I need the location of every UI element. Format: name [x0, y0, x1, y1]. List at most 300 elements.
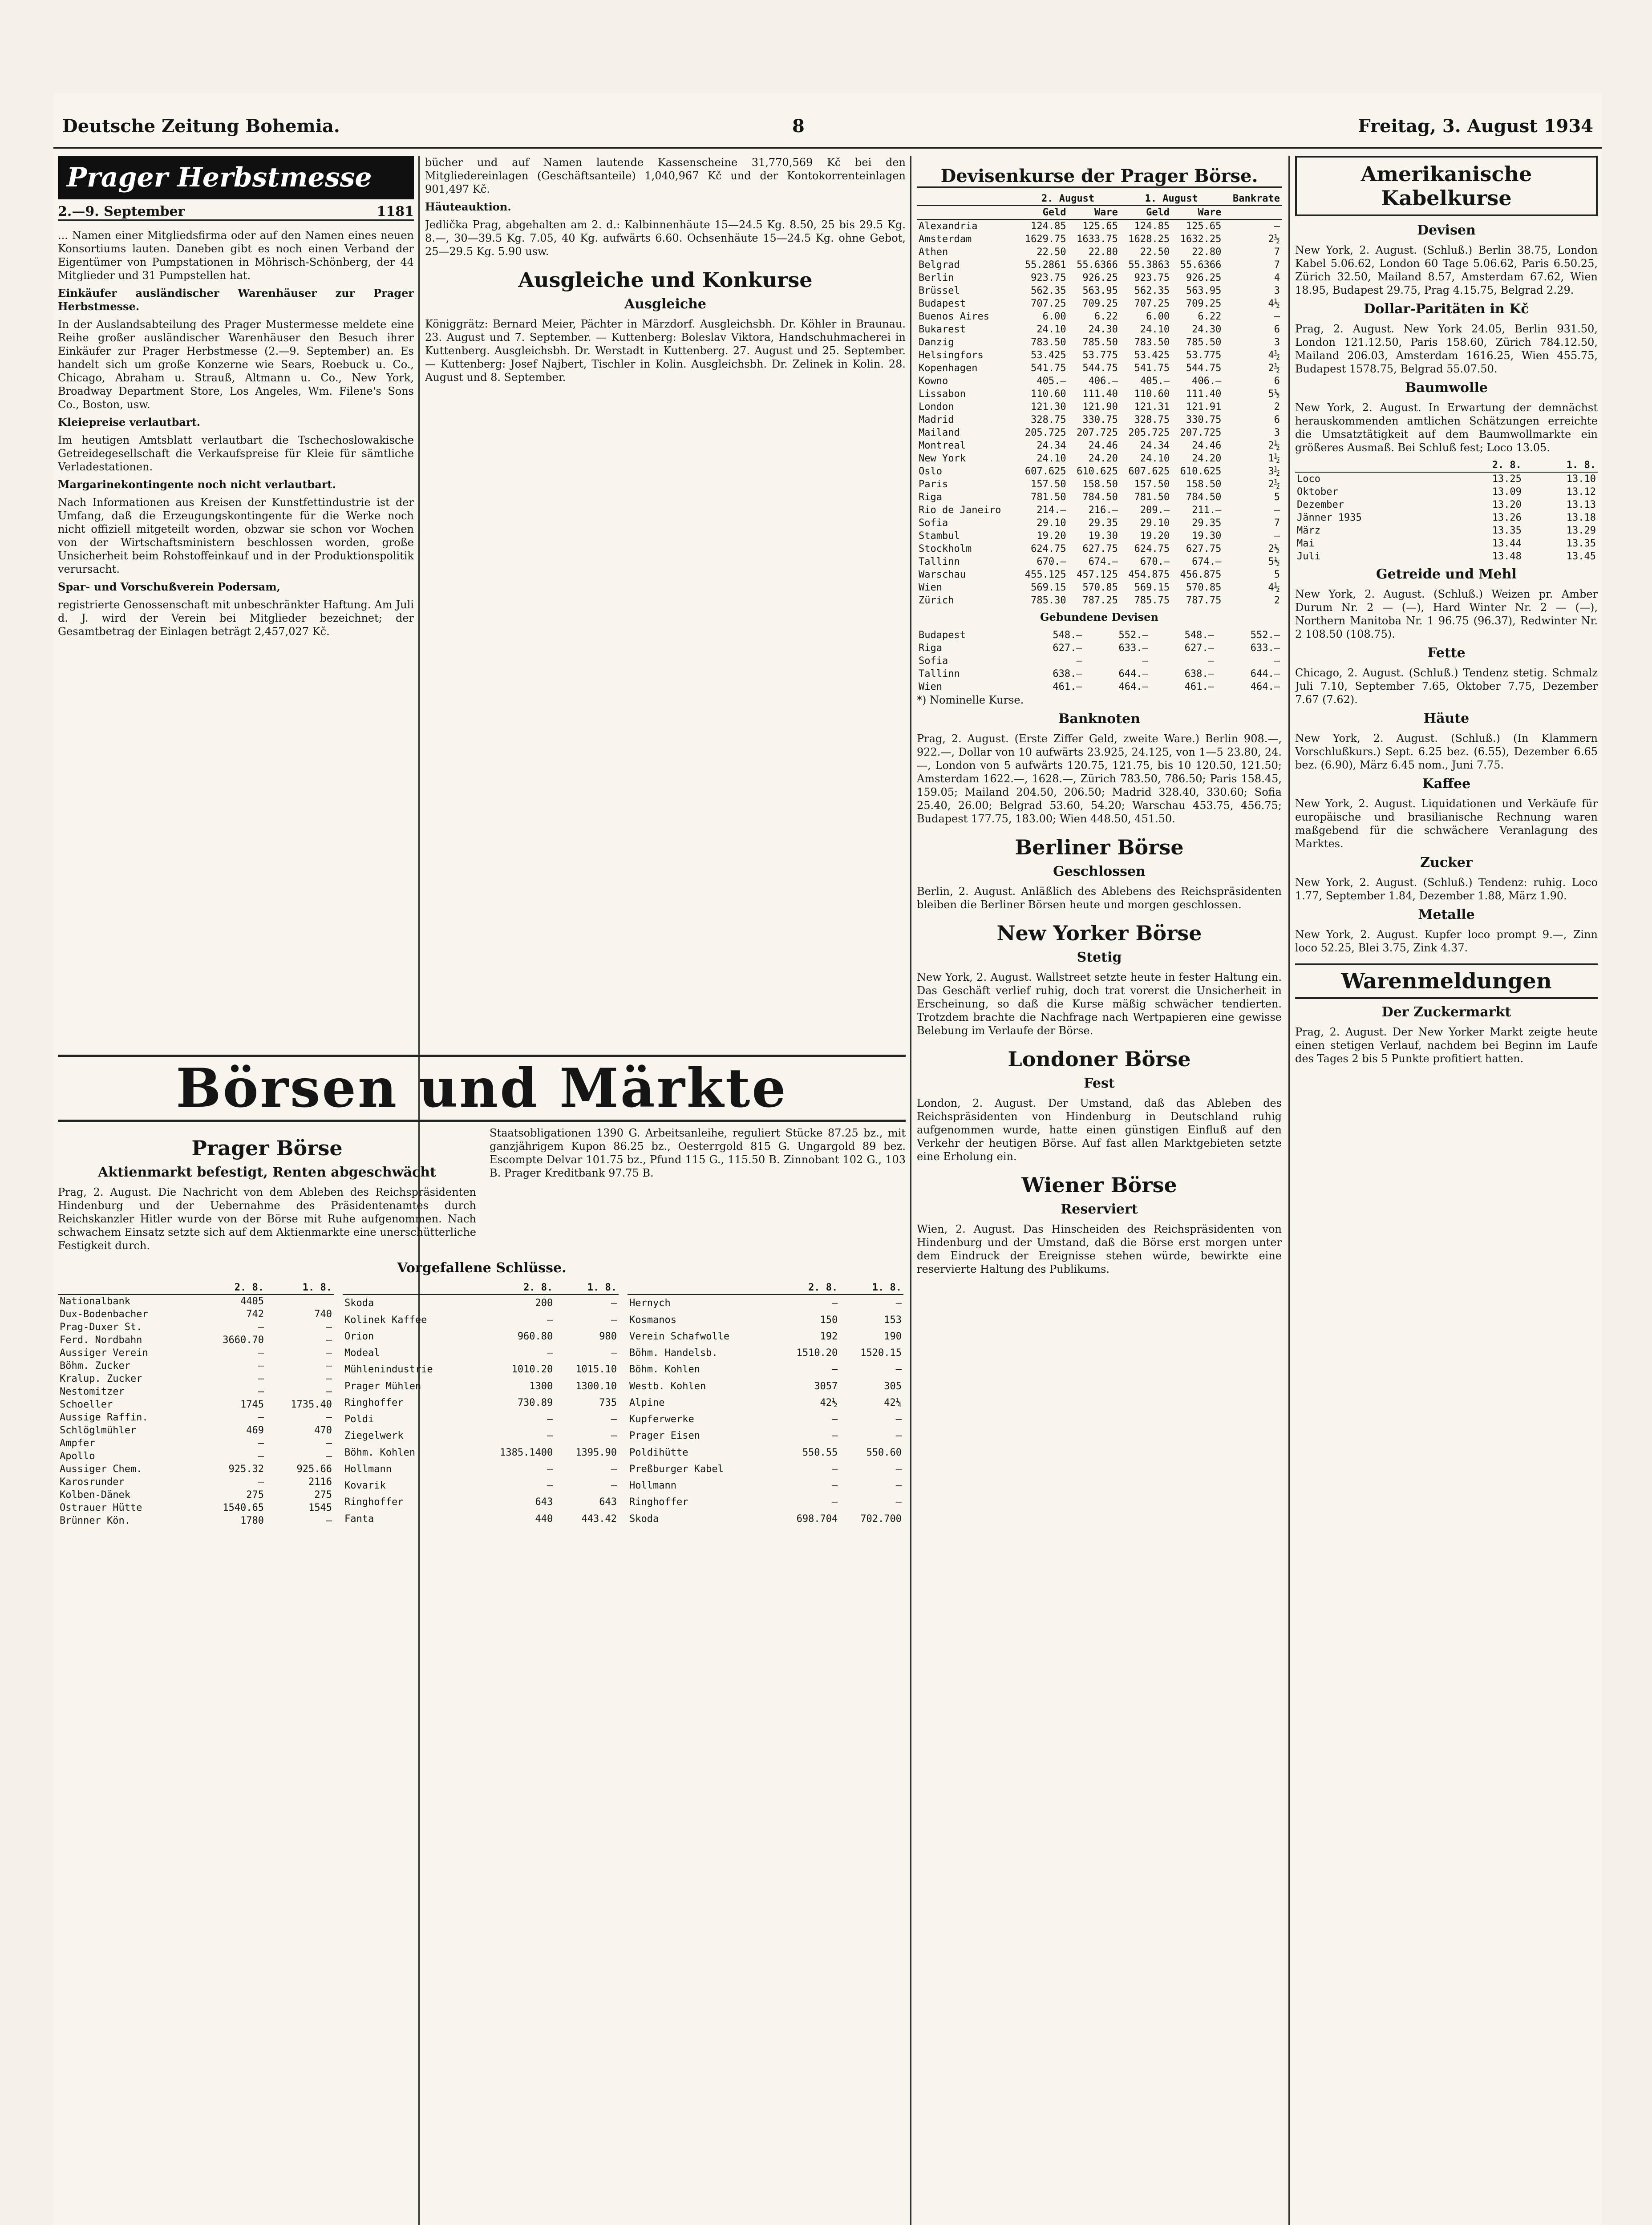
table-cell: Sofia: [919, 655, 948, 667]
article-paragraph: Prag, 2. August. Der New Yorker Markt zeigte heute einen stetigen Verlauf, nachdem bei Beginn im Laufe des Tages 2 bis 5 Punkte profitiert hatten.: [1295, 1026, 1598, 1065]
table-cell: New York: [919, 453, 966, 464]
table-cell: 19.30: [1088, 530, 1118, 542]
table-cell: —: [611, 1314, 617, 1326]
table-cell: 4: [1274, 272, 1280, 283]
table-cell: Apollo: [60, 1451, 95, 1462]
table-cell: 785.75: [1134, 595, 1170, 606]
table-cell: 205.725: [1024, 427, 1066, 438]
table-cell: Modeal: [344, 1347, 380, 1359]
berlin-exchange-subtitle: Geschlossen: [1053, 864, 1146, 879]
table-cell: 925.32: [228, 1464, 264, 1475]
table-row: [343, 1444, 619, 1461]
table-cell: 4½: [1268, 582, 1280, 593]
table-cell: 305: [884, 1380, 902, 1392]
table-cell: Mühlenindustrie: [344, 1364, 433, 1375]
table-cell: 13.12: [1566, 486, 1596, 498]
table-cell: 19.20: [1037, 530, 1066, 542]
table-cell: Ampfer: [60, 1438, 95, 1449]
table-cell: Buenos Aires: [919, 311, 989, 322]
table-cell: Madrid: [919, 414, 954, 425]
table-cell: Schoeller: [60, 1399, 113, 1410]
table-cell: Tallinn: [919, 556, 960, 567]
table-row: [58, 1501, 334, 1514]
table-row: [58, 1437, 334, 1450]
table-cell: 644.—: [1250, 668, 1280, 680]
table-cell: 205.725: [1128, 427, 1170, 438]
table-cell: —: [258, 1347, 264, 1359]
table-cell: 158.50: [1186, 479, 1222, 490]
table-cell: Nestomitzer: [60, 1386, 125, 1397]
table-cell: Aussiger Verein: [60, 1347, 148, 1359]
table-cell: 1510.20: [796, 1347, 838, 1359]
table-row: [917, 680, 1282, 693]
table-row: [58, 1424, 334, 1437]
table-header-cell: 2. 8.: [474, 1281, 555, 1295]
prague-exchange-subtitle: Aktienmarkt befestigt, Renten abgeschwächt: [98, 1165, 436, 1180]
table-cell: 211.—: [1192, 505, 1222, 516]
table-cell: Aussiger Chem.: [60, 1464, 142, 1475]
table-row: [628, 1494, 903, 1510]
table-cell: 1385.1400: [500, 1447, 553, 1458]
table-cell: 550.55: [802, 1447, 838, 1458]
article-paragraph: New York, 2. August. (Schluß.) Tendenz: ruhig. Loco 1.77, September 1.84, Dezember 1.88, März 1.90.: [1295, 876, 1598, 902]
table-cell: 570.85: [1082, 582, 1118, 593]
section-subheading: Getreide und Mehl: [1376, 566, 1517, 582]
table-cell: 24.10: [1037, 453, 1066, 464]
table-cell: 787.75: [1186, 595, 1222, 606]
table-cell: Kolben-Dänek: [60, 1489, 130, 1501]
table-cell: 562.35: [1031, 285, 1066, 296]
table-cell: Poldi: [344, 1414, 374, 1425]
cable-rates-title: Amerikanische Kabelkurse: [1295, 156, 1598, 216]
table-cell: Poldihütte: [629, 1447, 688, 1458]
table-cell: 53.425: [1134, 350, 1170, 361]
article-paragraph: Prag, 2. August. New York 24.05, Berlin 931.50, London 121.12.50, Paris 158.60, Zürich 784.12.50, Mailand 206.03, Amsterdam 1616.25, Wien 455.75, Budapest 1578.75, Belgrad 55.07.50.: [1295, 323, 1598, 375]
table-cell: Alexandria: [919, 221, 978, 232]
table-cell: 55.3863: [1128, 259, 1170, 271]
table-cell: 783.50: [1031, 337, 1066, 348]
table-cell: —: [611, 1463, 617, 1475]
table-row: [917, 517, 1282, 530]
table-cell: 1632.25: [1180, 234, 1222, 245]
table-cell: 24.20: [1192, 453, 1222, 464]
table-cell: 735: [599, 1397, 617, 1408]
table-cell: —: [547, 1463, 553, 1475]
article-heading: Häuteauktion.: [425, 200, 511, 213]
table-cell: 3½: [1268, 466, 1280, 477]
table-cell: 638.—: [1184, 668, 1214, 680]
table-cell: 55.6366: [1077, 259, 1118, 271]
table-row: [917, 581, 1282, 594]
table-row: [917, 233, 1282, 246]
table-header-row: [343, 1281, 619, 1295]
table-row: [628, 1361, 903, 1378]
table-cell: 2: [1274, 595, 1280, 606]
fx-subheader-cell: Ware: [1171, 206, 1223, 219]
table-cell: —: [1208, 655, 1214, 667]
table-row: [917, 336, 1282, 349]
table-cell: 784.50: [1082, 492, 1118, 503]
table-cell: 111.40: [1186, 388, 1222, 400]
table-cell: 13.44: [1492, 538, 1522, 549]
table-cell: 110.60: [1031, 388, 1066, 400]
prague-exchange-title: Prager Börse: [191, 1136, 343, 1160]
vienna-exchange-title: Wiener Börse: [1021, 1173, 1177, 1197]
table-cell: 464.—: [1118, 681, 1148, 692]
table-row: [917, 568, 1282, 581]
running-header: [53, 116, 1602, 149]
table-cell: Paris: [919, 479, 948, 490]
table-cell: Ringhoffer: [344, 1397, 404, 1408]
table-row: [917, 642, 1282, 655]
table-cell: 6: [1274, 414, 1280, 425]
table-cell: —: [258, 1386, 264, 1397]
table-row: [917, 655, 1282, 668]
table-cell: 42¼: [884, 1397, 902, 1408]
table-cell: 328.75: [1031, 414, 1066, 425]
table-row: [917, 271, 1282, 284]
table-cell: 644.—: [1118, 668, 1148, 680]
table-cell: 781.50: [1134, 492, 1170, 503]
table-cell: 627.—: [1053, 643, 1082, 654]
table-cell: 541.75: [1031, 363, 1066, 374]
table-row: [917, 491, 1282, 504]
table-cell: 55.6366: [1180, 259, 1222, 271]
fx-head-date-a: 2. August: [1016, 192, 1120, 206]
fair-ad-banner: Prager Herbstmesse: [58, 156, 414, 199]
table-cell: 784.50: [1186, 492, 1222, 503]
newyork-exchange-title: New Yorker Börse: [996, 921, 1202, 945]
table-row: [628, 1378, 903, 1395]
table-cell: 121.30: [1031, 401, 1066, 413]
table-row: [917, 465, 1282, 478]
table-cell: 2½: [1268, 479, 1280, 490]
table-row: [917, 400, 1282, 413]
table-cell: 707.25: [1134, 298, 1170, 309]
table-cell: —: [547, 1480, 553, 1492]
article-paragraph: In der Auslandsabteilung des Prager Mustermesse meldete eine Reihe großer ausländischer Warenhäuser den Besuch ihrer Einkäufer zur Prager Herbstmesse (2.—9. September) an. Es handelt sich um große Konzerne wie Sears, Roebuck u. Co., Chicago, Abraham u. Strauß, Altmann u. Co., New York, Broadway Department Store, Los Angeles, Wm. Filene's Sons Co., Boston, usw.: [58, 318, 414, 411]
table-cell: —: [258, 1412, 264, 1423]
table-cell: 707.25: [1031, 298, 1066, 309]
table-row: [628, 1295, 903, 1312]
table-cell: 787.25: [1082, 595, 1118, 606]
table-cell: 19.20: [1140, 530, 1170, 542]
table-row: [917, 349, 1282, 362]
table-cell: 6.00: [1146, 311, 1170, 322]
table-row: [628, 1312, 903, 1328]
table-cell: 121.31: [1134, 401, 1170, 413]
table-row: [343, 1328, 619, 1345]
table-cell: —: [258, 1360, 264, 1371]
table-cell: 1010.20: [511, 1364, 553, 1375]
article-paragraph: New York, 2. August. In Erwartung der demnächst herauskommenden amtlichen Schätzungen erreichte die Umsatztätigkeit auf dem Baumwollmarkte ein größeres Ausmaß. Bei Schluß fest; Loco 13.05.: [1295, 401, 1598, 454]
table-cell: Kopenhagen: [919, 363, 978, 374]
section-subheading: Der Zuckermarkt: [1381, 1004, 1511, 1020]
table-cell: —: [1142, 655, 1148, 667]
table-row: [58, 1476, 334, 1489]
column-1: [58, 156, 414, 1028]
table-row: [58, 1411, 334, 1424]
section-subheading: Ausgleiche: [624, 296, 706, 312]
newyork-exchange-subtitle: Stetig: [1077, 950, 1122, 965]
table-cell: 624.75: [1134, 543, 1170, 554]
table-cell: 24.20: [1088, 453, 1118, 464]
table-row: [917, 246, 1282, 259]
table-cell: 158.50: [1082, 479, 1118, 490]
table-cell: —: [1076, 655, 1082, 667]
ad-number: 1181: [377, 204, 414, 219]
table-cell: Kosmanos: [629, 1314, 676, 1326]
table-row: [917, 259, 1282, 271]
table-row: [628, 1461, 903, 1477]
trades-table: [628, 1281, 903, 1527]
table-cell: 470: [314, 1425, 332, 1436]
table-row: [1295, 498, 1598, 511]
table-cell: 3057: [814, 1380, 838, 1392]
table-cell: Skoda: [629, 1513, 659, 1525]
column-rule: [910, 156, 911, 2225]
table-cell: Prager Eisen: [629, 1430, 700, 1442]
table-cell: Ostrauer Hütte: [60, 1502, 142, 1513]
table-cell: —: [258, 1451, 264, 1462]
article-paragraph: New York, 2. August. (Schluß.) Weizen pr. Amber Durum Nr. 2 — (—), Hard Winter Nr. 2 — (—), Northern Manitoba Nr. 1 96.75 (96.37), Redwinter Nr. 2 108.50 (108.75).: [1295, 588, 1598, 640]
article-paragraph: registrierte Genossenschaft mit unbeschränkter Haftung. Am Juli d. J. wird der Verein bei Mitglieder bezeichnet; der Gesamtbetrag der Einlagen beträgt 2,457,027 Kč.: [58, 599, 414, 638]
table-cell: —: [326, 1360, 332, 1371]
table-row: [917, 668, 1282, 680]
table-cell: 2½: [1268, 234, 1280, 245]
table-row: [58, 1308, 334, 1321]
table-row: [628, 1477, 903, 1494]
fx-subheader-cell: Geld: [1016, 206, 1068, 219]
table-cell: Böhm. Zucker: [60, 1360, 130, 1371]
column-rule: [1288, 156, 1290, 2225]
table-cell: Ringhoffer: [629, 1497, 688, 1508]
table-cell: Brünner Kön.: [60, 1515, 130, 1526]
table-cell: 1015.10: [575, 1364, 617, 1375]
table-cell: 454.875: [1128, 569, 1170, 580]
table-cell: 13.09: [1492, 486, 1522, 498]
table-row: [58, 1321, 334, 1334]
table-cell: —: [258, 1322, 264, 1333]
table-cell: Lissabon: [919, 388, 966, 400]
london-exchange-title: Londoner Börse: [1008, 1047, 1191, 1071]
table-cell: 923.75: [1134, 272, 1170, 283]
table-row: [917, 542, 1282, 555]
table-cell: 6: [1274, 376, 1280, 387]
table-cell: 157.50: [1134, 479, 1170, 490]
table-cell: 4½: [1268, 350, 1280, 361]
table-cell: 674.—: [1088, 556, 1118, 567]
table-row: [343, 1295, 619, 1312]
table-cell: 627.—: [1184, 643, 1214, 654]
table-cell: —: [832, 1298, 838, 1309]
table-cell: 24.10: [1037, 324, 1066, 335]
table-cell: 742: [246, 1309, 264, 1320]
table-cell: 6.22: [1198, 311, 1222, 322]
table-cell: 709.25: [1186, 298, 1222, 309]
table-cell: Budapest: [919, 298, 966, 309]
table-cell: 1540.65: [223, 1502, 264, 1513]
table-cell: Orion: [344, 1331, 374, 1342]
table-cell: 29.35: [1088, 518, 1118, 529]
table-row: [917, 413, 1282, 426]
table-cell: —: [895, 1480, 902, 1492]
table-cell: —: [895, 1463, 902, 1475]
table-cell: 926.25: [1082, 272, 1118, 283]
table-cell: 124.85: [1134, 221, 1170, 232]
table-cell: Dezember: [1297, 499, 1344, 510]
table-cell: [266, 1295, 334, 1308]
table-cell: 548.—: [1053, 630, 1082, 641]
table-cell: 150: [820, 1314, 838, 1326]
table-cell: Aussige Raffin.: [60, 1412, 148, 1423]
article-paragraph: Prag, 2. August. Die Nachricht von dem Ableben des Reichspräsidenten Hindenburg und der Uebernahme des Präsidentenamtes durch Reichskanzler Hitler wurde von der Börse mit Ruhe aufgenommen. Nach schwachem Einsatz setzte sich auf dem Aktienmarkte eine unerschütterliche Festigkeit durch.: [58, 1186, 476, 1252]
table-cell: 29.10: [1037, 518, 1066, 529]
table-cell: Stockholm: [919, 543, 972, 554]
table-row: [343, 1361, 619, 1378]
table-cell: Kovarik: [344, 1480, 386, 1492]
table-cell: 548.—: [1184, 630, 1214, 641]
article-paragraph: New York, 2. August. Wallstreet setzte heute in fester Haltung ein. Das Geschäft verlief ruhig, doch trat vorerst die Unsicherheit in Erscheinung, so daß die Kurse mäßig schwächer tendierten. Trotzdem brachte die Nachfrage nach Wertpapieren eine gewisse Belebung im Verlaufe der Börse.: [917, 971, 1282, 1037]
table-cell: 192: [820, 1331, 838, 1342]
table-cell: —: [326, 1373, 332, 1384]
table-row: [917, 323, 1282, 336]
table-cell: Wien: [919, 681, 942, 692]
table-cell: 730.89: [517, 1397, 553, 1408]
table-cell: Mai: [1297, 538, 1315, 549]
table-row: [917, 297, 1282, 310]
table-cell: 110.60: [1134, 388, 1170, 400]
trades-title: Vorgefallene Schlüsse.: [397, 1260, 567, 1276]
article-paragraph: Wien, 2. August. Das Hinscheiden des Reichspräsidenten von Hindenburg und der Umstand, daß die Börse erst morgen unter dem Eindruck der Ereignisse stehen würde, bewirkte eine reservierte Haltung des Publikums.: [917, 1223, 1282, 1275]
article-paragraph: New York, 2. August. Liquidationen und Verkäufe für europäische und brasilianische Rechnung waren maßgebend für die schwächere Veranlagung des Marktes.: [1295, 797, 1598, 850]
table-cell: Kowno: [919, 376, 948, 387]
article-paragraph: Chicago, 2. August. (Schluß.) Tendenz stetig. Schmalz Juli 7.10, September 7.65, Oktober 7.75, Dezember 7.67 (7.62).: [1295, 667, 1598, 706]
article-heading: Kleiepreise verlautbart.: [58, 416, 201, 429]
table-cell: 1780: [240, 1515, 264, 1526]
table-cell: 925.66: [296, 1464, 332, 1475]
cotton-header-cell: 1. 8.: [1523, 459, 1598, 472]
table-row: [628, 1328, 903, 1345]
table-cell: —: [258, 1438, 264, 1449]
table-cell: Brüssel: [919, 285, 960, 296]
table-cell: 29.35: [1192, 518, 1222, 529]
table-cell: 3: [1274, 337, 1280, 348]
fx-subheader-cell: [1223, 206, 1282, 219]
table-row: [917, 439, 1282, 452]
table-cell: 702.700: [860, 1513, 902, 1525]
table-cell: 563.95: [1082, 285, 1118, 296]
table-row: [628, 1395, 903, 1411]
table-cell: Warschau: [919, 569, 966, 580]
table-header-cell: 1. 8.: [555, 1281, 619, 1295]
table-cell: 200: [535, 1298, 553, 1309]
table-cell: 456.875: [1180, 569, 1222, 580]
banknotes-title: Banknoten: [1058, 711, 1140, 727]
table-cell: 607.625: [1128, 466, 1170, 477]
table-cell: 13.26: [1492, 512, 1522, 523]
table-cell: 5½: [1268, 556, 1280, 567]
table-cell: 926.25: [1186, 272, 1222, 283]
table-row: [917, 388, 1282, 400]
table-cell: 638.—: [1053, 668, 1082, 680]
table-cell: Wien: [919, 582, 942, 593]
article-heading: Einkäufer ausländischer Warenhäuser zur Prager Herbstmesse.: [58, 287, 414, 313]
table-cell: 457.125: [1077, 569, 1118, 580]
table-cell: 674.—: [1192, 556, 1222, 567]
article-paragraph: Prag, 2. August. (Erste Ziffer Geld, zweite Ware.) Berlin 908.—, 922.—, Dollar von 10 aufwärts 23.925, 24.125, von 1—5 23.80, 24.—, London von 5 aufwärts 120.75, 121.75, bis 10 120.50, 121.50; Amsterdam 1622.—, 1628.—, Zürich 783.50, 786.50; Paris 158.45, 159.05; Mailand 204.50, 206.50; Madrid 328.40, 330.60; Sofia 25.40, 26.00; Belgrad 53.60, 54.20; Warschau 453.75, 456.75; Budapest 177.75, 183.00; Wien 448.50, 451.50.: [917, 732, 1282, 825]
fx-subheader-cell: Geld: [1120, 206, 1171, 219]
table-cell: 2116: [308, 1477, 332, 1488]
table-cell: Rio de Janeiro: [919, 505, 1001, 516]
table-row: [917, 478, 1282, 491]
table-row: [343, 1511, 619, 1527]
table-cell: Karosrunder: [60, 1477, 125, 1488]
table-cell: 209.—: [1140, 505, 1170, 516]
table-cell: 153: [884, 1314, 902, 1326]
table-cell: 607.625: [1024, 466, 1066, 477]
table-cell: 698.704: [796, 1513, 838, 1525]
table-cell: —: [895, 1298, 902, 1309]
table-row: [58, 1347, 334, 1359]
table-header-cell: [343, 1281, 474, 1295]
fx-subheader-cell: [917, 206, 1016, 219]
table-cell: 214.—: [1037, 505, 1066, 516]
table-cell: 5: [1274, 492, 1280, 503]
table-cell: 5½: [1268, 388, 1280, 400]
table-cell: —: [895, 1364, 902, 1375]
table-cell: Skoda: [344, 1298, 374, 1309]
table-header-cell: 2. 8.: [198, 1281, 266, 1295]
table-cell: —: [1274, 221, 1280, 232]
section-subheading: Fette: [1427, 645, 1466, 661]
table-cell: Montreal: [919, 440, 966, 451]
table-cell: Berlin: [919, 272, 954, 283]
table-cell: 53.775: [1082, 350, 1118, 361]
table-cell: 13.35: [1566, 538, 1596, 549]
table-row: [1295, 472, 1598, 485]
table-cell: 544.75: [1082, 363, 1118, 374]
table-cell: 207.725: [1180, 427, 1222, 438]
table-cell: 1629.75: [1024, 234, 1066, 245]
table-row: [917, 504, 1282, 517]
table-cell: 53.775: [1186, 350, 1222, 361]
table-row: [1295, 550, 1598, 563]
table-cell: 13.10: [1566, 473, 1596, 485]
table-cell: Dux-Bodenbacher: [60, 1309, 148, 1320]
table-row: [58, 1489, 334, 1501]
table-cell: Juli: [1297, 551, 1320, 562]
table-cell: 13.25: [1492, 473, 1522, 485]
table-cell: 22.50: [1140, 247, 1170, 258]
section-subheading: Kaffee: [1422, 776, 1471, 792]
table-cell: 24.46: [1192, 440, 1222, 451]
bound-fx-table: [917, 629, 1282, 693]
table-cell: 785.30: [1031, 595, 1066, 606]
table-cell: 569.15: [1134, 582, 1170, 593]
table-cell: 157.50: [1031, 479, 1066, 490]
table-cell: —: [832, 1480, 838, 1492]
table-cell: —: [547, 1430, 553, 1442]
table-cell: 3: [1274, 285, 1280, 296]
table-cell: —: [832, 1430, 838, 1442]
table-cell: 633.—: [1250, 643, 1280, 654]
table-cell: —: [611, 1347, 617, 1359]
table-row: [58, 1372, 334, 1385]
table-cell: Danzig: [919, 337, 954, 348]
table-cell: 552.—: [1118, 630, 1148, 641]
table-cell: Böhm. Kohlen: [629, 1364, 700, 1375]
